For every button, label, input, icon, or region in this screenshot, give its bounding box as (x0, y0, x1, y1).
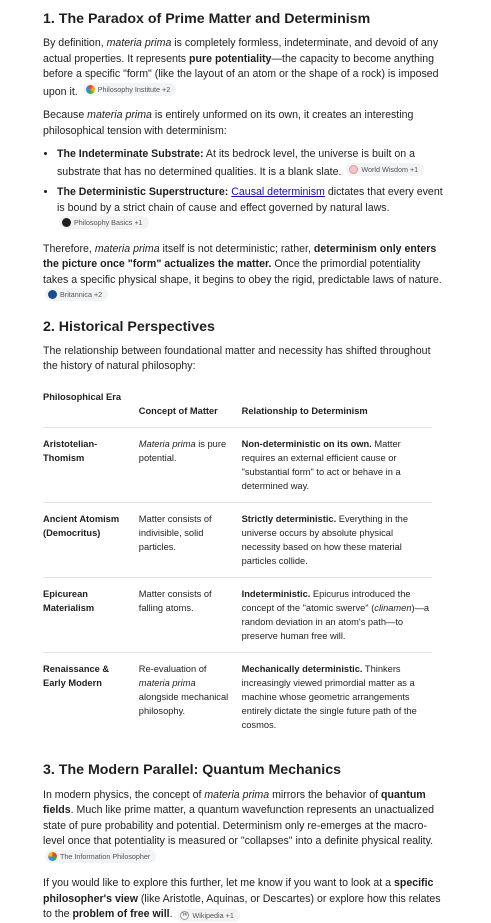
bold-text: Mechanically deterministic. (241, 663, 363, 674)
source-chip[interactable] (346, 163, 424, 176)
table-row (43, 427, 432, 502)
paragraph-followup (43, 876, 443, 923)
text: Re-evaluation of (138, 663, 207, 674)
era-name: Aristotelian-Thomism (43, 438, 98, 463)
section-heading-2: 2. Historical Perspectives (43, 318, 215, 335)
cell-era (43, 427, 139, 502)
table-header-row (43, 390, 432, 428)
source-chip[interactable] (177, 909, 239, 922)
bullet-list (43, 147, 443, 234)
text: At its bedrock level, the universe is built on a substrate that has no determined qualities. It is a blank slate. (57, 148, 415, 178)
text: . Much like prime matter, a quantum wavefunction represents an unactualized state of pure probability and potential. Determinism only re-emerges at the macro-level once that potentiality is measured or "collapses" into a definite physical reality. (43, 804, 434, 847)
wikipedia-logo-icon: W (182, 912, 188, 918)
source-logo-icon (349, 165, 358, 174)
table-row (43, 502, 432, 577)
text: is pure potential. (138, 438, 227, 463)
cell-concept (139, 427, 242, 502)
emphasis-text: materia prima (87, 109, 152, 121)
column-header-relationship: Relationship to Determinism (241, 405, 368, 416)
text: )—a random deviation in an atom's path—to preserve human free will. (241, 602, 430, 641)
source-logo-icon (62, 218, 71, 227)
source-chip[interactable] (45, 850, 156, 863)
paragraph-quantum (43, 788, 443, 868)
cell-era (43, 502, 139, 577)
text: is entirely unformed on its own, it creates an interesting philosophical tension with determinism: (43, 109, 414, 137)
source-chip-label: The Information Philosopher (60, 851, 151, 861)
emphasis-text: clinamen (374, 602, 412, 613)
text: itself is not deterministic; rather, (159, 242, 314, 255)
bold-text: Strictly deterministic. (241, 513, 337, 524)
section-heading-3: 3. The Modern Parallel: Quantum Mechanics (43, 761, 342, 778)
cell-concept (139, 577, 242, 652)
source-chip-label: Britannica +2 (60, 290, 103, 299)
column-header-era: Philosophical Era (43, 391, 122, 402)
text: Because (43, 109, 88, 121)
bold-text: Indeterministic. (241, 588, 311, 599)
cell-concept (139, 502, 242, 577)
source-chip-label: Philosophy Basics +1 (74, 218, 143, 227)
source-chip[interactable] (83, 83, 177, 96)
text: Thinkers increasingly viewed primordial matter as a machine whose geometric arrangements entirely dictate the single future path of the cosmos. (241, 663, 417, 730)
cell-relationship (242, 502, 432, 577)
source-chip-label: Philosophy Institute +2 (97, 84, 171, 94)
emphasis-text: materia prima (106, 37, 172, 49)
paragraph-conclusion (43, 242, 443, 306)
text: mirrors the behavior of (269, 788, 381, 801)
paragraph-definition (43, 36, 443, 100)
text: If you would like to explore this further, let me know if you want to look at a (43, 877, 394, 889)
text: Matter consists of indivisible, solid particles. (138, 513, 212, 552)
table-row (43, 577, 432, 652)
text: Matter requires an external efficient cause or "substantial form" to act or behave in a determined way. (241, 438, 401, 491)
text: Epicurus introduced the concept of the "atomic swerve" ( (241, 588, 411, 613)
causal-determinism-link[interactable]: Causal determinism (231, 186, 325, 198)
emphasis-text: materia prima (94, 242, 160, 255)
text: —the capacity to become anything before a specific "form" (like the layout of an atom or the shape of a rock) is imposed upon it. (43, 52, 439, 98)
emphasis-text: materia prima (138, 677, 196, 688)
bold-text: pure potentiality (189, 52, 272, 65)
emphasis-text: Materia prima (138, 438, 196, 449)
text: (like Aristotle, Aquinas, or Descartes) or explore how this relates to the (43, 892, 441, 920)
source-chip[interactable] (45, 288, 108, 301)
section-heading-1: 1. The Paradox of Prime Matter and Determinism (43, 11, 371, 27)
paragraph-tension (43, 108, 443, 139)
source-chip-label: World Wisdom +1 (361, 164, 419, 174)
cell-concept (139, 652, 242, 741)
text: In modern physics, the concept of (43, 788, 205, 801)
text: . (169, 908, 173, 920)
table-row (43, 652, 432, 741)
text: dictates that every event is bound by a strict chain of cause and effect governed by natural laws. (57, 186, 443, 214)
bold-text: The Indeterminate Substrate: (57, 148, 204, 160)
cell-era (43, 577, 139, 652)
list-item (57, 147, 443, 180)
text: Matter consists of falling atoms. (138, 588, 212, 613)
era-name: Renaissance & Early Modern (43, 663, 110, 688)
text: By definition, (43, 37, 107, 49)
cell-relationship (242, 577, 432, 652)
text: Therefore, (43, 242, 95, 255)
source-chip[interactable] (59, 216, 149, 229)
response-content (43, 10, 443, 923)
text: Once the primordial potentiality takes a specific physical shape, it begins to obey the rigid, predictable laws of nature. (43, 258, 442, 286)
bold-text: quantum fields (43, 788, 426, 816)
source-logo-icon (48, 290, 57, 299)
cell-relationship (242, 427, 432, 502)
bold-text: problem of free will (72, 908, 170, 920)
history-table (43, 390, 432, 741)
era-name: Epicurean Materialism (43, 588, 95, 613)
bold-text: specific philosopher's view (43, 877, 434, 905)
text: Everything in the universe occurs by absolute physical necessity based on how these material particles collide. (241, 513, 409, 566)
bold-text: The Deterministic Superstructure: (57, 186, 229, 198)
column-header-concept: Concept of Matter (138, 405, 218, 416)
bold-text: determinism only enters the picture once "form" actualizes the matter. (43, 242, 437, 270)
source-logo-icon (86, 85, 95, 94)
paragraph-history-intro: The relationship between foundational matter and necessity has shifted throughout the history of natural philosophy: (43, 344, 431, 372)
era-name: Ancient Atomism (Democritus) (43, 513, 120, 538)
list-item (57, 185, 443, 234)
text: alongside mechanical philosophy. (138, 691, 229, 716)
source-logo-icon (48, 852, 57, 861)
text: is completely formless, indeterminate, and devoid of any actual properties. It represents (43, 37, 439, 65)
cell-relationship (242, 652, 432, 741)
source-chip-label: Wikipedia +1 (192, 911, 234, 920)
emphasis-text: materia prima (204, 788, 270, 801)
cell-era (43, 652, 139, 741)
bold-text: Non-deterministic on its own. (241, 438, 372, 449)
